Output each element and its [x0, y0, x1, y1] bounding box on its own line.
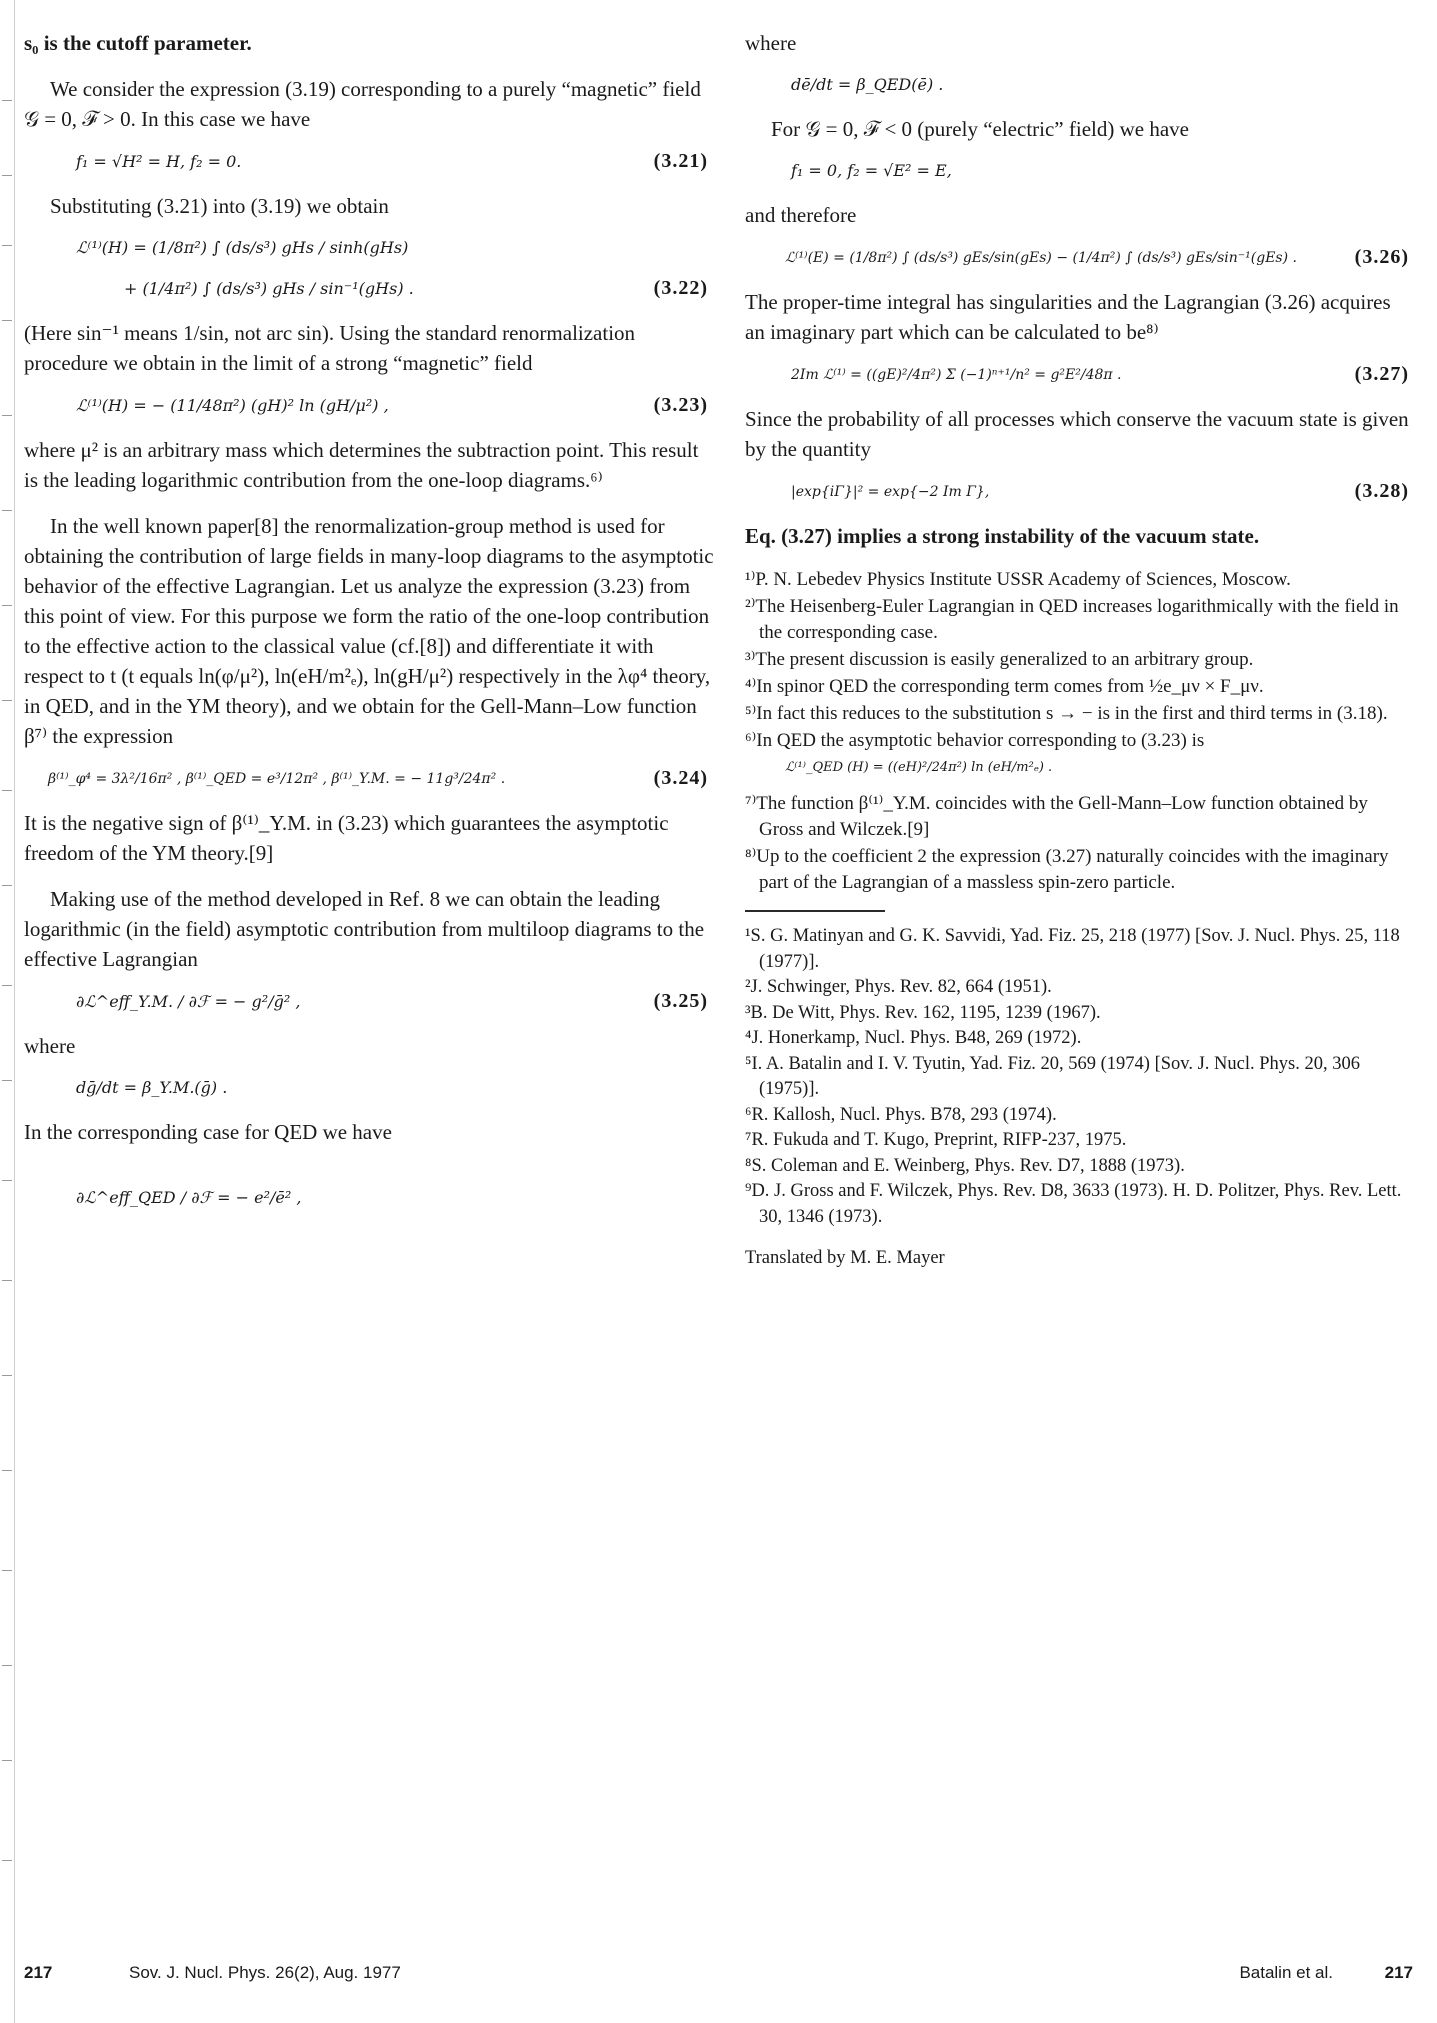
equation-f	[745, 160, 1415, 182]
footnote-equation: ℒ⁽¹⁾_QED (H) = ((eH)²/24π²) ln (eH/m²ₑ) .	[785, 760, 1053, 775]
left-column	[24, 28, 714, 1227]
equation-number: (3.26)	[1354, 246, 1409, 268]
reference-item: ⁶R. Kallosh, Nucl. Phys. B78, 293 (1974).	[745, 1104, 1057, 1125]
equation-body: β⁽¹⁾_φ⁴ = 3λ²/16π² , β⁽¹⁾_QED = e³/12π² , β⁽¹⁾_Y.M. = − 11g³/24π² .	[48, 770, 506, 787]
equation-body: 2Im ℒ⁽¹⁾ = ((gE)²/4π²) Σ (−1)ⁿ⁺¹/n² = g²E²/48π .	[791, 366, 1122, 383]
equation-body: + (1/4π²) ∫ (ds/s³) gHs / sin⁻¹(gHs) .	[124, 278, 414, 298]
page-number-right: 217	[1384, 1963, 1413, 1982]
equation-body: dḡ/dt = β_Y.M.(ḡ) .	[76, 1078, 228, 1097]
paragraph: We consider the expression (3.19) corresponding to a purely “magnetic” field 𝒢 = 0, ℱ > 0. In this case we have	[24, 77, 701, 131]
reference-list	[745, 924, 1415, 1230]
equation-number: (3.24)	[653, 767, 708, 789]
equation-3-25	[24, 990, 714, 1013]
paragraph: In the well known paper[8] the renormalization-group method is used for obtaining the contribution of large fields in many-loop diagrams to the asymptotic behavior of the effective Lagrangian. Let us analyze the expression (3.23) from this point of view. For this purpose we form the ratio of the one-loop contribution to the effective action to the classical value (cf.[8]) and differentiate it with respect to t (t equals ln(φ/μ²), ln(eH/m²ₑ), ln(gH/μ²) respectively in the λφ⁴ theory, in QED, and in the YM theory), and we obtain for the Gell-Mann–Low function β⁷⁾ the expression	[24, 514, 714, 748]
equation-body: f₁ = 0, f₂ = √E² = E,	[791, 161, 952, 180]
footnote-list	[745, 567, 1415, 754]
equation-3-23	[24, 394, 714, 417]
paragraph: Substituting (3.21) into (3.19) we obtain	[50, 194, 389, 218]
equation-body: ℒ⁽¹⁾(H) = − (11/48π²) (gH)² ln (gH/μ²) ,	[76, 395, 389, 415]
footnote: ⁶⁾In QED the asymptotic behavior corresponding to (3.23) is	[745, 730, 1205, 751]
binding-margin	[0, 0, 15, 2023]
equation-body: dē/dt = β_QED(ē) .	[791, 75, 944, 94]
equation-body: ∂ℒ^eff_QED / ∂ℱ = − e²/ē² ,	[76, 1188, 302, 1207]
equation-3-27	[745, 363, 1415, 386]
footnote: ⁸⁾Up to the coefficient 2 the expression (3.27) naturally coincides with the imaginary part of the Lagrangian of a massless spin-zero particle.	[745, 846, 1389, 893]
paragraph: where μ² is an arbitrary mass which determines the subtraction point. This result is the leading logarithmic contribution from the one-loop diagrams.⁶⁾	[24, 438, 699, 492]
equation-body: ∂ℒ^eff_Y.M. / ∂ℱ = − g²/ḡ² ,	[76, 991, 301, 1011]
right-column	[745, 28, 1415, 1269]
equation-number: (3.21)	[653, 150, 708, 172]
reference-item: ⁹D. J. Gross and F. Wilczek, Phys. Rev. D8, 3633 (1973). H. D. Politzer, Phys. Rev. Lett. 30, 1346 (1973).	[745, 1181, 1402, 1227]
reference-item: ²J. Schwinger, Phys. Rev. 82, 664 (1951).	[745, 977, 1052, 997]
reference-item: ⁴J. Honerkamp, Nucl. Phys. B48, 269 (1972).	[745, 1028, 1082, 1048]
footnote: ⁷⁾The function β⁽¹⁾_Y.M. coincides with the Gell-Mann–Low function obtained by Gross and Wilczek.[9]	[745, 793, 1368, 840]
paragraph: The proper-time integral has singularities and the Lagrangian (3.26) acquires an imaginary part which can be calculated to be⁸⁾	[745, 290, 1391, 344]
paragraph: where	[745, 31, 797, 55]
running-authors: Batalin et al.	[1239, 1963, 1333, 1982]
reference-item: ³B. De Witt, Phys. Rev. 162, 1195, 1239 (1967).	[745, 1002, 1101, 1023]
references-divider	[745, 910, 885, 912]
equation-3-24	[24, 767, 714, 790]
footnote: ³⁾The present discussion is easily generalized to an arbitrary group.	[745, 649, 1254, 670]
equation-body: f₁ = √H² = H, f₂ = 0.	[76, 151, 242, 171]
reference-item: ⁷R. Fukuda and T. Kugo, Preprint, RIFP-237, 1975.	[745, 1130, 1127, 1150]
page-number-left: 217	[24, 1963, 53, 1982]
equation-3-28	[745, 480, 1415, 503]
equation-3-26	[745, 246, 1415, 269]
reference-item: ⁸S. Coleman and E. Weinberg, Phys. Rev. D7, 1888 (1973).	[745, 1155, 1185, 1176]
equation-dg-dt	[24, 1077, 714, 1099]
footnote: ²⁾The Heisenberg-Euler Lagrangian in QED increases logarithmically with the field in the corresponding case.	[745, 596, 1399, 643]
reference-item: ⁵I. A. Batalin and I. V. Tyutin, Yad. Fiz. 20, 569 (1974) [Sov. J. Nucl. Phys. 20, 306 (1975)].	[745, 1053, 1360, 1099]
page-footer	[24, 1963, 1413, 1989]
paragraph: For 𝒢 = 0, ℱ < 0 (purely “electric” field) we have	[771, 117, 1189, 141]
equation-body: ℒ⁽¹⁾(E) = (1/8π²) ∫ (ds/s³) gEs/sin(gEs) − (1/4π²) ∫ (ds/s³) gEs/sin⁻¹(gEs) .	[785, 249, 1297, 266]
equation-3-22	[24, 277, 714, 300]
equation-number: (3.25)	[653, 990, 708, 1012]
footnote: ⁵⁾In fact this reduces to the substitution s → − is in the first and third terms in (3.18).	[745, 703, 1388, 724]
equation-3-21	[24, 150, 714, 173]
equation-3-22-line1	[24, 237, 714, 259]
equation-number: (3.28)	[1354, 480, 1409, 502]
equation-number: (3.22)	[653, 277, 708, 299]
footnote: ¹⁾P. N. Lebedev Physics Institute USSR Academy of Sciences, Moscow.	[745, 569, 1291, 590]
paragraph: Since the probability of all processes which conserve the vacuum state is given by the quantity	[745, 407, 1409, 461]
journal-citation: Sov. J. Nucl. Phys. 26(2), Aug. 1977	[129, 1963, 401, 1982]
footnote: ⁴⁾In spinor QED the corresponding term comes from ½e_μν × F_μν.	[745, 676, 1264, 697]
translator-credit: Translated by M. E. Mayer	[745, 1248, 945, 1268]
paragraph: Eq. (3.27) implies a strong instability of the vacuum state.	[745, 524, 1260, 548]
equation-body: |exp{iΓ}|² = exp{−2 Im Γ},	[791, 483, 990, 500]
paragraph: (Here sin⁻¹ means 1/sin, not arc sin). Using the standard renormalization procedure we obtain in the limit of a strong “magnetic” field	[24, 321, 636, 375]
equation-number: (3.27)	[1354, 363, 1409, 385]
footnote-list	[745, 791, 1415, 896]
paragraph: s₀ is the cutoff parameter.	[24, 31, 252, 55]
equation-qed	[24, 1187, 714, 1209]
equation-number: (3.23)	[653, 394, 708, 416]
equation-body: ℒ⁽¹⁾(H) = (1/8π²) ∫ (ds/s³) gHs / sinh(gHs)	[76, 238, 409, 257]
equation-de-dt	[745, 74, 1415, 96]
reference-item: ¹S. G. Matinyan and G. K. Savvidi, Yad. Fiz. 25, 218 (1977) [Sov. J. Nucl. Phys. 25, 118 (1977)].	[745, 926, 1400, 972]
paragraph: In the corresponding case for QED we have	[24, 1120, 392, 1144]
paragraph: and therefore	[745, 203, 857, 227]
paragraph: where	[24, 1034, 76, 1058]
paragraph: It is the negative sign of β⁽¹⁾_Y.M. in (3.23) which guarantees the asymptotic freedom of the YM theory.[9]	[24, 811, 669, 865]
paragraph: Making use of the method developed in Ref. 8 we can obtain the leading logarithmic (in the field) asymptotic contribution from multiloop diagrams to the effective Lagrangian	[24, 887, 705, 971]
